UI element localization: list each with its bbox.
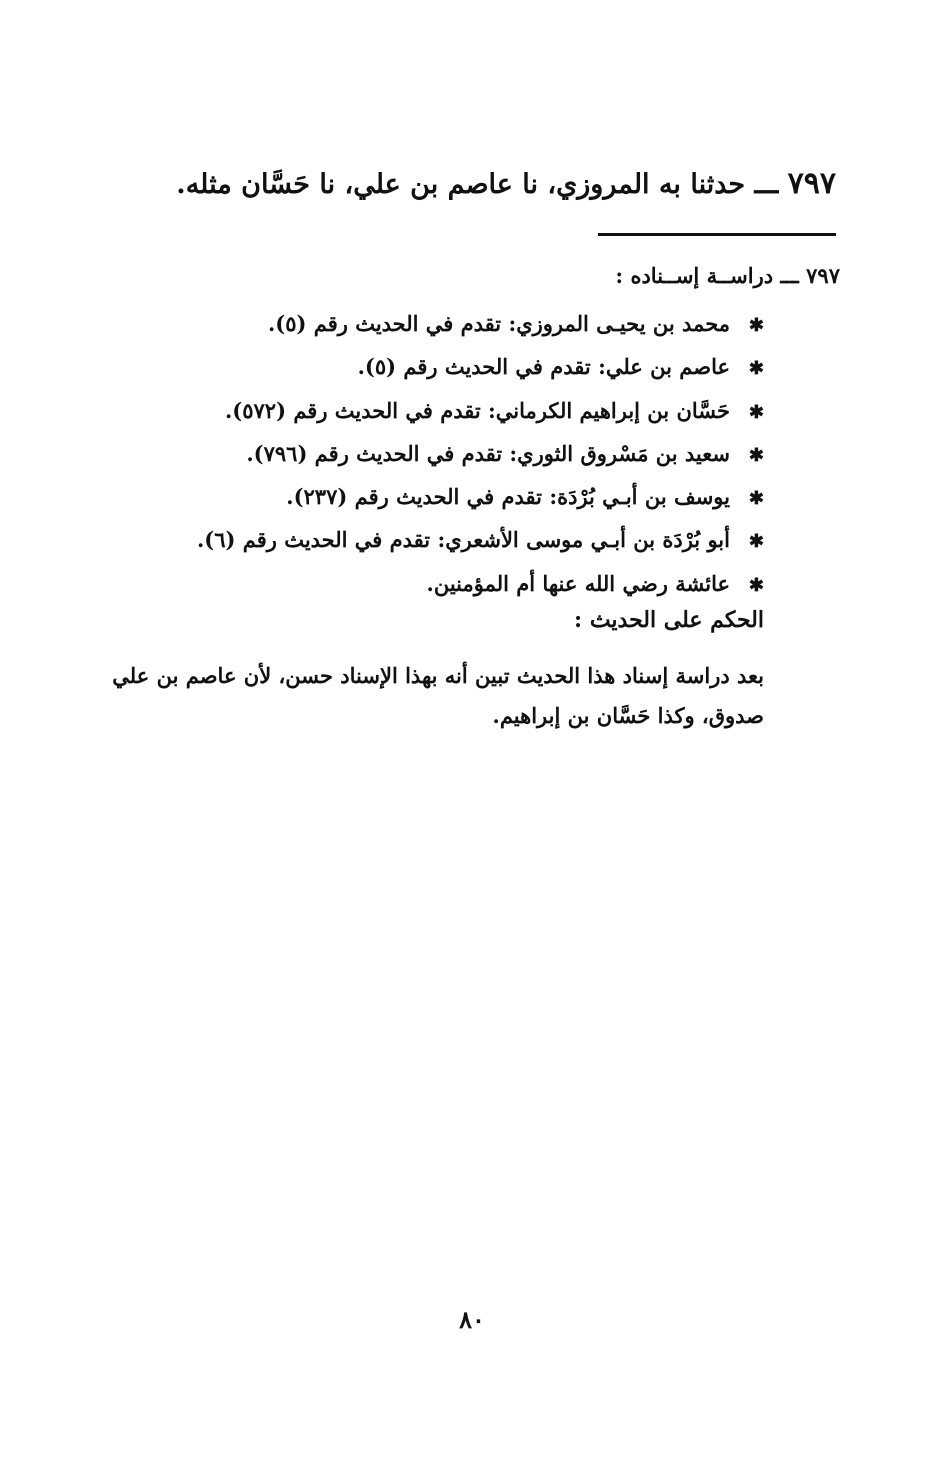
narrator-list: [84, 302, 764, 605]
narrator-item: [84, 432, 764, 475]
isnad-study-heading: [340, 256, 840, 296]
narrator-item: [84, 475, 764, 518]
narrator-text: يوسف بن أبـي بُرْدَة: تقدم في الحديث رقم (٢٣٧).: [286, 484, 730, 510]
ruling-line-2: صدوق، وكذا حَسَّان بن إبراهيم.: [492, 703, 764, 728]
narrator-item: [84, 389, 764, 432]
hadith-main-text: [136, 160, 836, 209]
asterisk-icon: ✱: [748, 401, 764, 423]
narrator-text: سعيد بن مَسْروق الثوري: تقدم في الحديث رقم (٧٩٦).: [246, 440, 730, 466]
study-number: ٧٩٧: [806, 263, 840, 288]
narrator-text: محمد بن يحيـى المروزي: تقدم في الحديث رقم (٥).: [267, 311, 730, 336]
study-dash: ـــ: [780, 263, 799, 288]
ruling-line-1: بعد دراسة إسناد هذا الحديث تبين أنه بهذا الإسناد حسن، لأن عاصم بن علي: [112, 663, 764, 688]
narrator-text: عائشة رضي الله عنها أم المؤمنين.: [426, 570, 730, 596]
hadith-number: ٧٩٧: [787, 166, 836, 201]
asterisk-icon: ✱: [748, 358, 764, 380]
hadith-ruling-heading: الحكم على الحديث :: [574, 607, 764, 633]
hadith-dash: ـــ: [754, 169, 779, 200]
asterisk-icon: ✱: [748, 488, 764, 510]
asterisk-icon: ✱: [748, 574, 764, 596]
hadith-body: حدثنا به المروزي، نا عاصم بن علي، نا حَسَّان مثله.: [176, 169, 746, 200]
study-title: دراســة إســناده :: [615, 263, 774, 288]
page-number: ٨٠: [459, 1305, 485, 1334]
narrator-item: [84, 518, 764, 561]
narrator-text: عاصم بن علي: تقدم في الحديث رقم (٥).: [357, 354, 730, 380]
asterisk-icon: ✱: [748, 531, 764, 553]
hadith-ruling-text: [84, 656, 764, 736]
narrator-item: [84, 562, 764, 605]
asterisk-icon: ✱: [748, 315, 764, 336]
narrator-item: [84, 302, 764, 345]
narrator-item: [84, 345, 764, 388]
asterisk-icon: ✱: [748, 444, 764, 466]
narrator-text: أبو بُرْدَة بن أبـي موسى الأشعري: تقدم في الحديث رقم (٦).: [196, 527, 730, 553]
narrator-text: حَسَّان بن إبراهيم الكرماني: تقدم في الحديث رقم (٥٧٢).: [224, 397, 730, 423]
footnote-separator: [598, 233, 836, 236]
